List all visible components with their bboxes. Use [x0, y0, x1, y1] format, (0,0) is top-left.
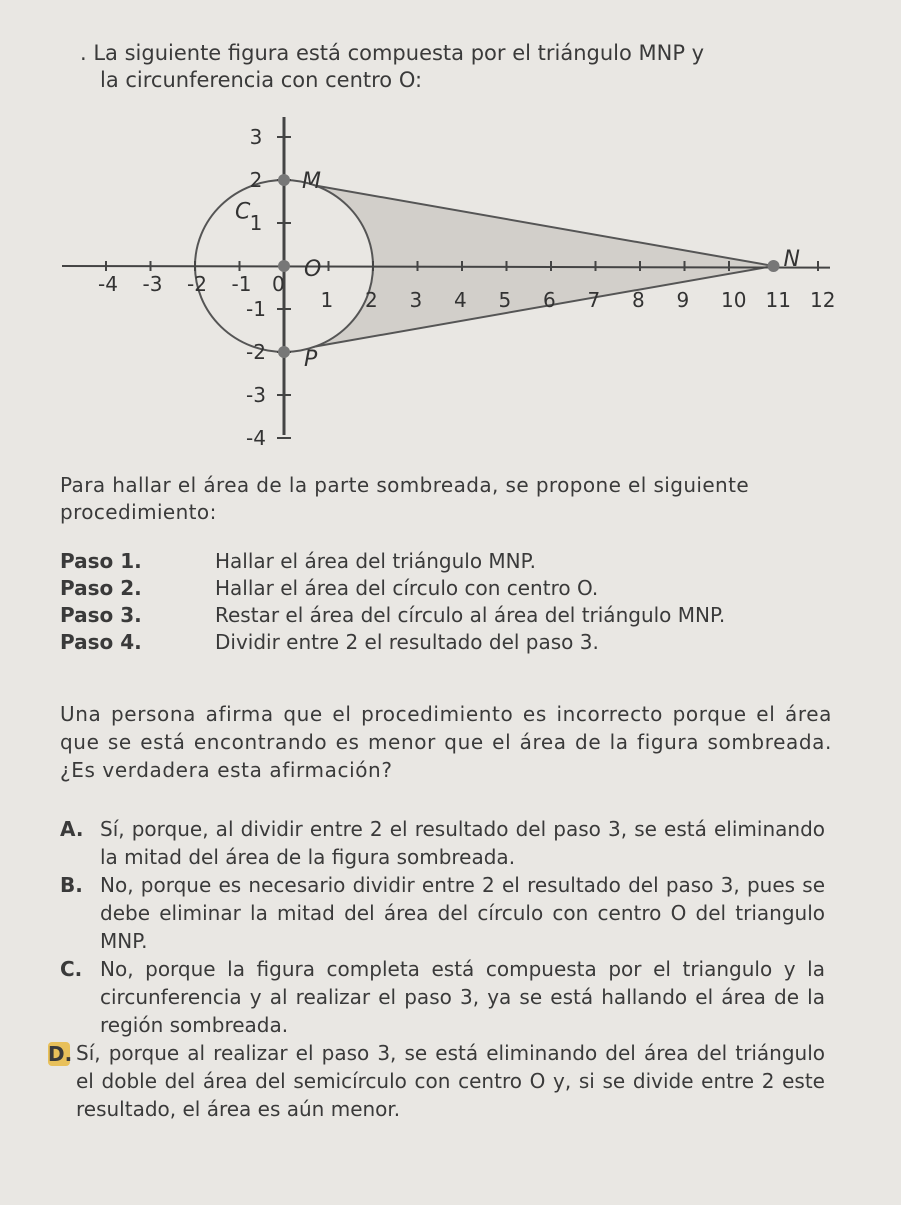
option-c-letter: C. [60, 957, 83, 981]
x-tick-label: 12 [810, 288, 836, 312]
step-2-label: Paso 2. [60, 576, 142, 600]
option-b-letter: B. [60, 873, 83, 897]
step-1-text: Hallar el área del triángulo MNP. [215, 549, 536, 573]
x-tick-label: 8 [632, 288, 645, 312]
option-b[interactable] [60, 871, 825, 955]
step-4-label: Paso 4. [60, 630, 142, 654]
circle-c-label: C [235, 199, 251, 225]
y-tick-label: 2 [249, 168, 263, 192]
step-3-text: Restar el área del círculo al área del triángulo MNP. [215, 603, 726, 627]
x-tick-label: 5 [498, 288, 512, 312]
x-tick-label: 3 [409, 288, 423, 312]
step-2-text: Hallar el área del círculo con centro O. [215, 576, 599, 600]
x-tick-label: 11 [765, 288, 791, 312]
intro-line-1: . La siguiente figura está compuesta por el triángulo MNP y [80, 41, 705, 65]
step-1 [60, 548, 860, 575]
step-4 [60, 629, 860, 656]
x-tick-label: 7 [587, 288, 601, 312]
answer-options [48, 815, 825, 1123]
y-tick-label [250, 105, 263, 106]
y-tick-label: -4 [246, 426, 266, 445]
point-m-dot [278, 174, 290, 186]
step-1-label: Paso 1. [60, 549, 142, 573]
geometry-figure [0, 105, 901, 445]
point-o-dot [278, 260, 290, 272]
option-d-text: Sí, porque al realizar el paso 3, se está eliminando del área del triángulo el doble del área del semicírculo con centro O y, si se divide entre 2 este resultado, el área es aún menor. [76, 1041, 825, 1121]
point-p-dot [278, 346, 290, 358]
option-a-text: Sí, porque, al dividir entre 2 el resultado del paso 3, se está eliminando la mitad del área de la figura sombreada. [100, 817, 825, 869]
x-tick-label: 9 [676, 288, 690, 312]
point-o-label: O [304, 257, 322, 282]
y-tick-label: 3 [249, 125, 263, 149]
option-d[interactable] [48, 1039, 825, 1123]
option-b-text: No, porque es necesario dividir entre 2 el resultado del paso 3, pues se debe eliminar la mitad del área del círculo con centro O del triangulo MNP. [100, 873, 825, 953]
option-a-letter: A. [60, 817, 84, 841]
x-tick-label: 2 [365, 288, 378, 312]
step-4-text: Dividir entre 2 el resultado del paso 3. [215, 630, 599, 654]
step-3 [60, 602, 860, 629]
option-d-letter: D. [48, 1042, 73, 1066]
step-2 [60, 575, 860, 602]
x-tick-label: 6 [543, 288, 556, 312]
x-tick-label: 10 [721, 288, 747, 312]
option-c-text: No, porque la figura completa está compuesta por el triangulo y la circunferencia y al realizar el paso 3, ya se está hallando el área de la región sombreada. [100, 957, 825, 1037]
step-3-label: Paso 3. [60, 603, 142, 627]
y-tick-label: -2 [246, 340, 266, 364]
x-tick-label: 4 [454, 288, 467, 312]
option-c[interactable] [60, 955, 825, 1039]
question-text: Una persona afirma que el procedimiento es incorrecto porque el área que se está encontrando es menor que el área de la figura sombreada. ¿Es verdadera esta afirmación? [60, 702, 832, 782]
option-a[interactable] [60, 815, 825, 871]
y-tick-label: -1 [246, 297, 266, 321]
x-tick-label: -2 [187, 272, 207, 296]
y-tick-label: -3 [246, 383, 266, 407]
point-m-label: M [302, 169, 321, 194]
x-tick-label: -1 [231, 272, 252, 296]
x-tick-label: 1 [320, 288, 334, 312]
point-p-label: P [304, 347, 318, 372]
point-n-dot [768, 260, 780, 272]
intro-line-2: la circunferencia con centro O: [100, 68, 423, 92]
point-n-label: N [783, 247, 800, 272]
procedure-intro: Para hallar el área de la parte sombreada, se propone el siguiente procedimiento: [60, 473, 750, 524]
intro [80, 40, 880, 94]
x-tick-label: -3 [142, 272, 163, 296]
steps-list [60, 548, 860, 656]
x-tick-label: -4 [98, 272, 118, 296]
y-tick-label: 1 [249, 211, 263, 235]
x-tick-label: 0 [272, 272, 285, 296]
